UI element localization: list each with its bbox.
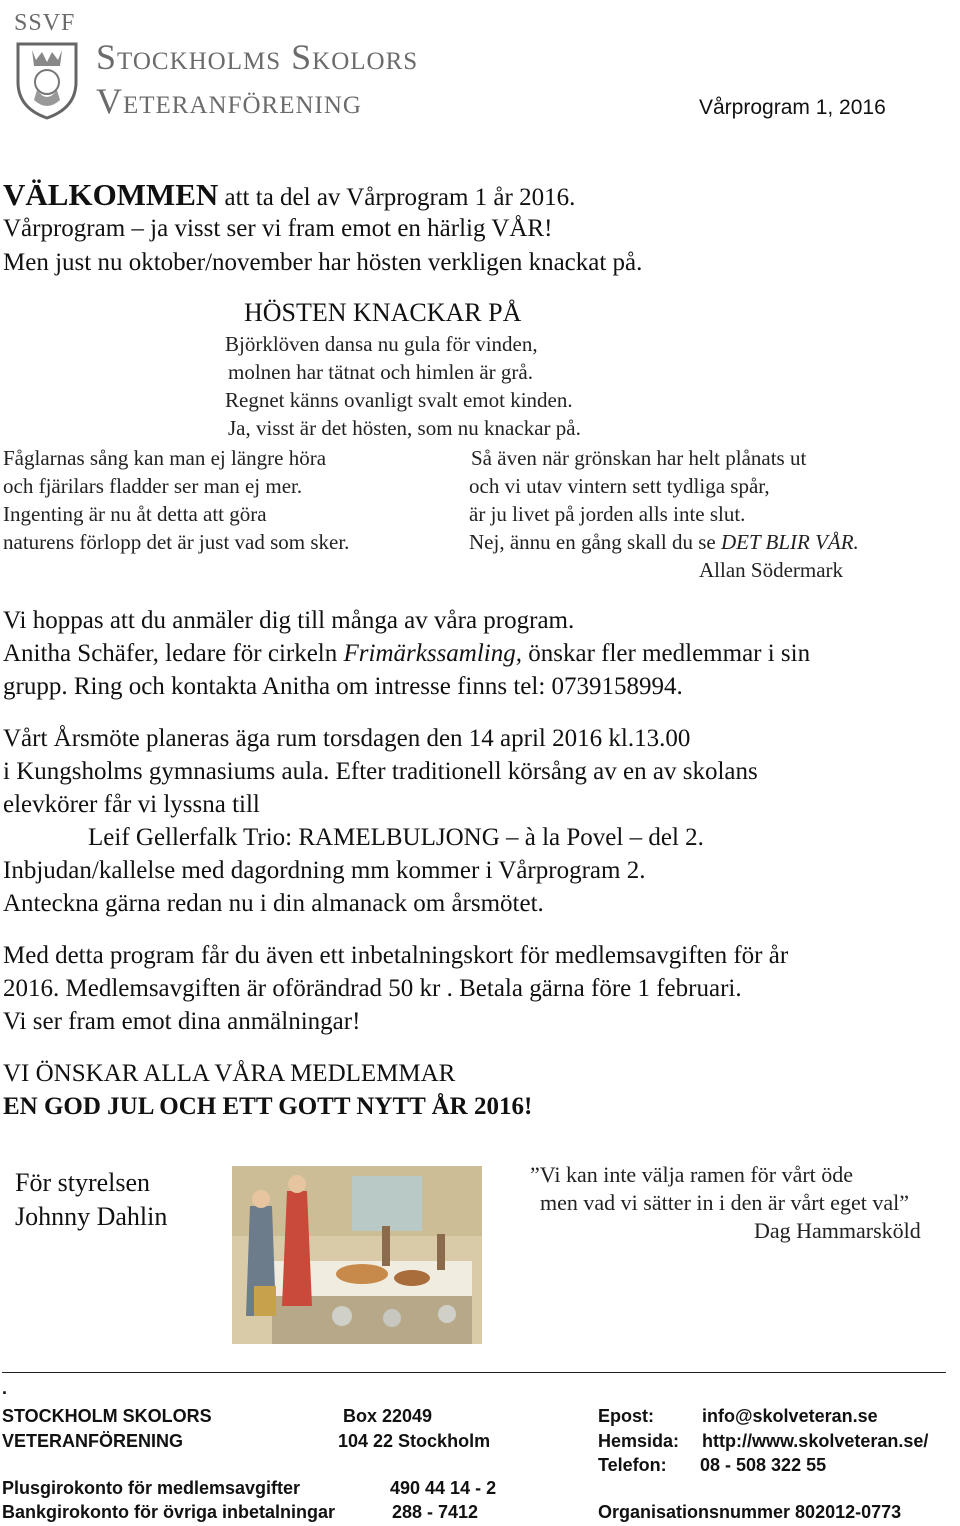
footer-box: Box 22049 [343,1406,433,1426]
poem-right-line: Så även när grönskan har helt plånats ut [471,446,807,470]
poem-left-line: naturens förlopp det är just vad som sker. [3,530,350,554]
poem-right-last-line [469,528,859,556]
footer-org-line1: STOCKHOLM SKOLORS [2,1406,212,1426]
para2-line1: Vårt Årsmöte planeras äga rum torsdagen den 14 april 2016 kl.13.00 [3,725,691,752]
para3-line3: Vi ser fram emot dina anmälningar! [3,1008,361,1035]
circle-name: Frimärkssamling, [343,640,522,667]
greeting-line2: EN GOD JUL OCH ETT GOTT NYTT ÅR 2016! [3,1093,533,1120]
footer-phone: 08 - 508 322 55 [700,1455,827,1475]
para1-line1: Vi hoppas att du anmäler dig till många av våra program. [3,607,575,634]
logo-title-line2: Veteranförening [96,81,362,121]
para3-line1: Med detta program får du även ett inbetalningskort för medlemsavgiften för år [3,942,789,969]
poem-line: molnen har tätnat och himlen är grå. [228,360,533,384]
footer-web-label: Hemsida: [598,1431,680,1451]
para2-line4: Leif Gellerfalk Trio: RAMELBULJONG – à la Povel – del 2. [88,824,704,851]
poem-right-line: och vi utav vintern sett tydliga spår, [469,474,770,498]
para2-line6: Anteckna gärna redan nu i din almanack om årsmötet. [3,890,544,917]
para1-line3: grupp. Ring och kontakta Anitha om intresse finns tel: 0739158994. [3,673,683,700]
footer-dot: . [2,1378,8,1398]
poem-right-line: är ju livet på jorden alls inte slut. [469,502,746,526]
signature-line1: För styrelsen [15,1168,151,1197]
para1-line2 [3,637,810,670]
footer-plusgiro-label: Plusgirokonto för medlemsavgifter [2,1478,301,1498]
christmas-painting [232,1166,482,1344]
footer-bankgiro-label: Bankgirokonto för övriga inbetalningar [2,1502,336,1522]
intro-line2: Vårprogram – ja visst ser vi fram emot en härlig VÅR! [3,215,553,242]
logo-title-line1: Stockholms Skolors [96,37,419,77]
logo-abbr: SSVF [14,10,76,36]
footer-bankgiro: 288 - 7412 [392,1502,479,1522]
footer-orgnr: Organisationsnummer 802012-0773 [598,1502,902,1522]
poem-left-line: och fjärilars fladder ser man ej mer. [3,474,303,498]
footer-phone-label: Telefon: [598,1455,667,1475]
welcome-rest: att ta del av Vårprogram 1 år 2016. [218,184,576,211]
welcome-word: VÄLKOMMEN [3,177,219,212]
footer-divider [2,1372,946,1373]
poem-line: Regnet känns ovanligt svalt emot kinden. [225,388,573,412]
poem-left-line: Fåglarnas sång kan man ej längre höra [3,446,327,470]
poem-right-last-plain: Nej, ännu en gång skall du se [469,530,721,554]
para2-line2: i Kungsholms gymnasiums aula. Efter traditionell körsång av en av skolans [3,758,758,785]
crest-icon [14,38,80,125]
footer-email[interactable]: info@skolveteran.se [702,1406,878,1426]
footer-plusgiro: 490 44 14 - 2 [390,1478,497,1498]
quote-line2: men vad vi sätter in i den är vårt eget val” [540,1190,909,1215]
para1-line2-a: Anitha Schäfer, ledare för cirkeln [3,640,344,667]
para2-line5: Inbjudan/kallelse med dagordning mm kommer i Vårprogram 2. [3,857,646,884]
signature-line2: Johnny Dahlin [15,1202,168,1231]
intro-line3: Men just nu oktober/november har hösten verkligen knackat på. [3,249,643,276]
poem-author: Allan Södermark [699,558,844,582]
poem-line: Ja, visst är det hösten, som nu knackar på. [228,416,581,440]
poem-title: HÖSTEN KNACKAR PÅ [244,298,522,327]
para2-line3: elevkörer får vi lyssna till [3,791,260,818]
footer-email-label: Epost: [598,1406,654,1426]
poem-line: Björklöven dansa nu gula för vinden, [225,332,538,356]
quote-line1: ”Vi kan inte välja ramen för vårt öde [530,1162,854,1187]
footer-city: 104 22 Stockholm [338,1431,491,1451]
poem-left-line: Ingenting är nu åt detta att göra [3,502,267,526]
intro-line1 [3,178,575,214]
quote-author: Dag Hammarsköld [754,1218,921,1243]
program-label: Vårprogram 1, 2016 [699,96,886,119]
poem-right-last-italic: DET BLIR VÅR. [720,530,859,554]
footer-org-line2: VETERANFÖRENING [2,1431,184,1451]
greeting-line1: VI ÖNSKAR ALLA VÅRA MEDLEMMAR [3,1060,456,1087]
para3-line2: 2016. Medlemsavgiften är oförändrad 50 kr . Betala gärna före 1 februari. [3,975,742,1002]
para1-line2-b: önskar fler medlemmar i sin [522,640,811,667]
footer-web-link[interactable]: http://www.skolveteran.se/ [702,1431,929,1451]
